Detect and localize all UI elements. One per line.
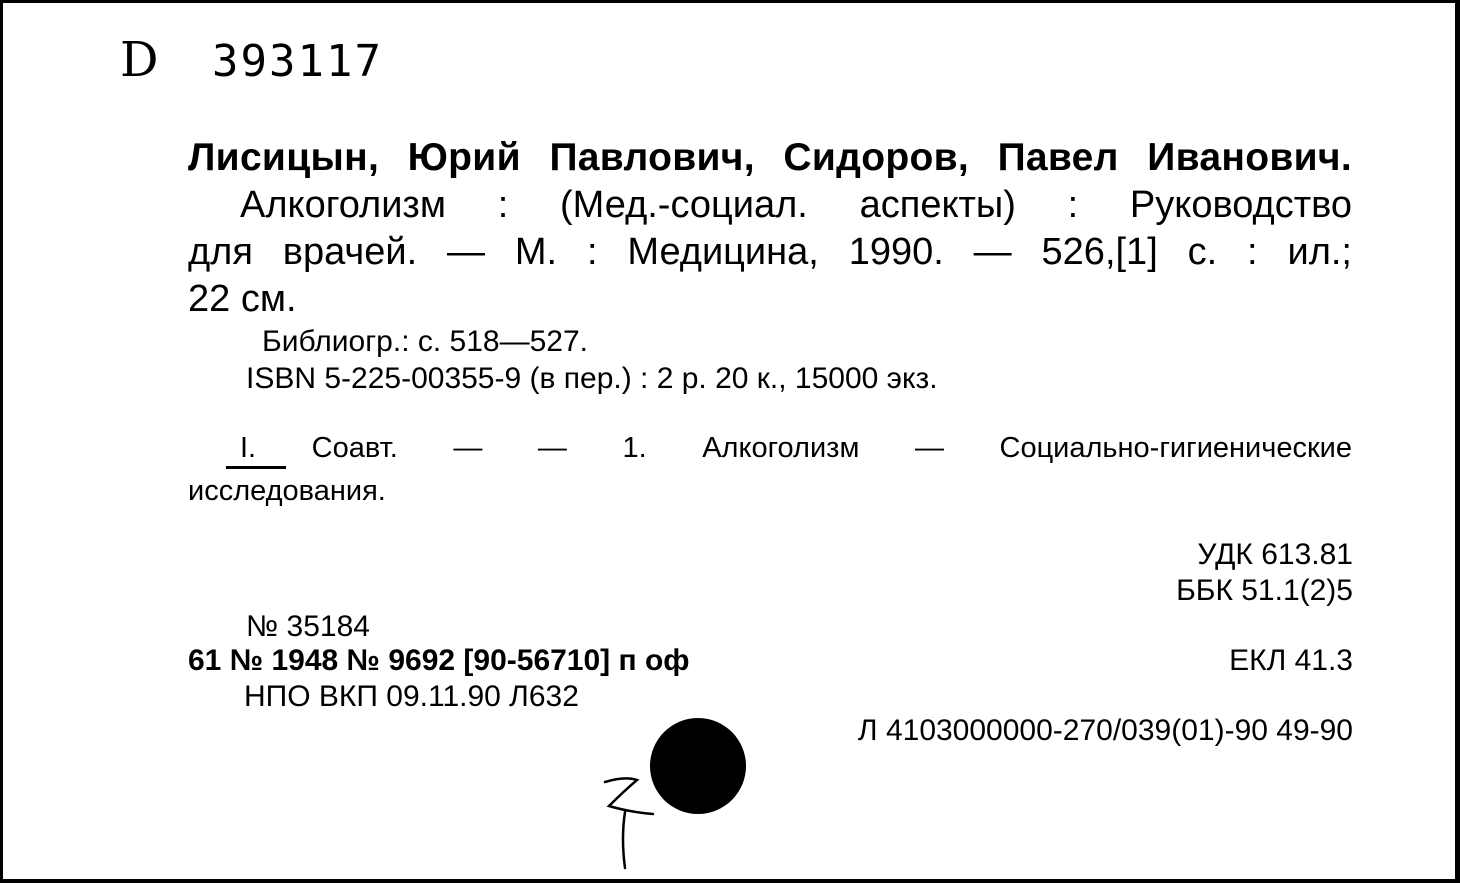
inventory-prefix: D <box>120 32 161 88</box>
print-line: 61 № 1948 № 9692 [90-56710] п оф <box>188 644 690 677</box>
title-line-3: 22 см. <box>188 278 297 320</box>
npo-line: НПО ВКП 09.11.90 Л632 <box>244 680 579 713</box>
ekl-code: ЕКЛ 41.3 <box>1229 644 1353 677</box>
udk-code: УДК 613.81 <box>1197 538 1353 571</box>
index-code: Л 4103000000-270/039(01)-90 49-90 <box>857 714 1353 747</box>
author-line: Лисицын, Юрий Павлович, Сидоров, Павел Иванович. <box>188 136 1352 179</box>
handwritten-mark <box>595 768 665 878</box>
bibliography-note: Библиогр.: с. 518—527. <box>262 325 588 358</box>
tracing-line-2: исследования. <box>188 475 386 507</box>
title-line-2: для врачей. — М. : Медицина, 1990. — 526,[1] с. : ил.; <box>188 231 1352 273</box>
tracing-line-1: I. Соавт. — — 1. Алкоголизм — Социально-гигиенические <box>240 432 1352 464</box>
underline-mark <box>226 466 286 469</box>
order-number: № 35184 <box>246 610 370 643</box>
bbk-code: ББК 51.1(2)5 <box>1176 574 1353 607</box>
inventory-number: 393117 <box>212 36 383 87</box>
isbn-line: ISBN 5-225-00355-9 (в пер.) : 2 р. 20 к., 15000 экз. <box>246 362 938 395</box>
title-line-1: Алкоголизм : (Мед.-социал. аспекты) : Руководство <box>240 184 1352 226</box>
